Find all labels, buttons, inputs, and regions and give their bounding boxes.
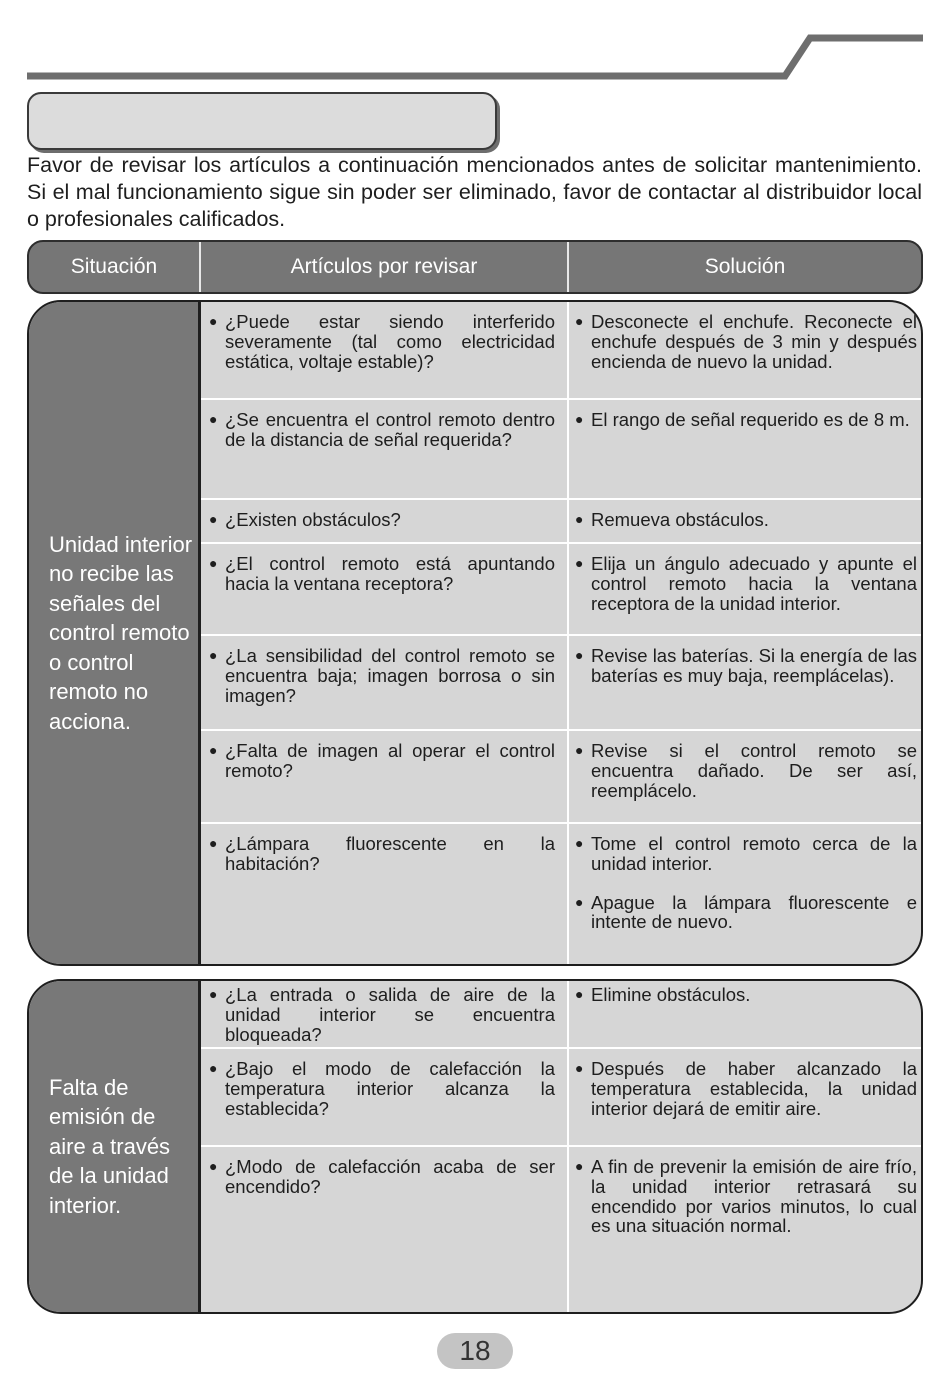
bullet-icon: ● — [209, 411, 218, 427]
check-text: ¿La entrada o salida de aire de la unidad interior se encuentra bloqueada? — [225, 984, 555, 1045]
header-articulos: Artículos por revisar — [201, 242, 569, 292]
solution-text: Remueva obstáculos. — [591, 509, 769, 530]
check-cell — [201, 1147, 569, 1312]
bullet-icon: ● — [575, 1060, 584, 1076]
section-title-box — [27, 92, 497, 150]
intro-paragraph: Favor de revisar los artículos a continuación mencionados antes de solicitar mantenimiento. Si el mal funcionamiento sigue sin poder ser eliminado, favor de contactar al distribuidor local o profesionales calificados. — [27, 153, 922, 231]
solution-cell — [569, 500, 921, 542]
check-cell — [201, 302, 569, 398]
group-rows — [201, 302, 921, 964]
check-text: ¿El control remoto está apuntando hacia la ventana receptora? — [225, 553, 555, 594]
solution-text: Apague la lámpara fluorescente e intente de nuevo. — [591, 891, 917, 933]
solution-text: Elimine obstáculos. — [591, 984, 751, 1005]
solution-text: Después de haber alcanzado la temperatura establecida, la unidad interior dejará de emitir aire. — [591, 1058, 917, 1119]
check-text: ¿Lámpara fluorescente en la habitación? — [225, 833, 555, 874]
solution-text: Desconecte el enchufe. Reconecte el enchufe después de 3 min y después encienda de nuevo la unidad. — [591, 311, 917, 372]
bullet-icon: ● — [575, 511, 584, 527]
group-rows — [201, 981, 921, 1312]
check-text: ¿Bajo el modo de calefacción la temperatura interior alcanza la establecida? — [225, 1058, 555, 1119]
solution-text: Revise si el control remoto se encuentra dañado. De ser así, reemplácelo. — [591, 740, 917, 801]
bullet-icon: ● — [575, 986, 584, 1002]
troubleshoot-group-remote-signal — [27, 300, 923, 966]
check-cell — [201, 500, 569, 542]
solution-text: Revise las baterías. Si la energía de las baterías es muy baja, reemplácelas). — [591, 645, 917, 686]
solution-cell — [569, 824, 921, 964]
bullet-icon: ● — [209, 313, 218, 329]
situation-text: Unidad interior no recibe las señales del control remoto o control remoto no acciona. — [49, 531, 193, 734]
bullet-icon: ● — [209, 1060, 218, 1076]
solution-cell — [569, 731, 921, 822]
check-text: ¿Falta de imagen al operar el control remoto? — [225, 740, 555, 781]
situation-cell — [29, 302, 201, 964]
solution-cell — [569, 636, 921, 729]
bullet-icon: ● — [575, 1158, 584, 1174]
solution-cell — [569, 302, 921, 398]
bullet-icon: ● — [575, 313, 584, 329]
check-text: ¿Se encuentra el control remoto dentro de la distancia de señal requerida? — [225, 409, 555, 450]
check-cell — [201, 731, 569, 822]
check-cell — [201, 400, 569, 498]
header-decorative-line — [0, 0, 950, 90]
check-cell — [201, 824, 569, 964]
bullet-icon: ● — [575, 742, 584, 758]
table-row — [201, 731, 921, 824]
solution-cell — [569, 400, 921, 498]
table-row — [201, 544, 921, 636]
bullet-icon: ● — [575, 555, 584, 571]
table-row — [201, 636, 921, 731]
bullet-icon: ● — [575, 893, 584, 910]
bullet-icon: ● — [209, 835, 218, 851]
solution-text: Tome el control remoto cerca de la unidad interior. — [591, 833, 917, 874]
bullet-icon: ● — [209, 986, 218, 1002]
check-text: ¿Puede estar siendo interferido severamente (tal como electricidad estática, voltaje estable)? — [225, 311, 555, 372]
bullet-icon: ● — [209, 1158, 218, 1174]
check-text: ¿Existen obstáculos? — [225, 509, 401, 530]
check-cell — [201, 636, 569, 729]
bullet-icon: ● — [575, 411, 584, 427]
solution-cell — [569, 1147, 921, 1312]
situation-text: Falta de emisión de aire a través de la unidad interior. — [49, 1074, 171, 1218]
solution-text: El rango de señal requerido es de 8 m. — [591, 409, 910, 430]
table-row — [201, 1147, 921, 1312]
solution-text: Elija un ángulo adecuado y apunte el control remoto hacia la ventana receptora de la unidad interior. — [591, 553, 917, 614]
table-header — [27, 240, 923, 294]
check-text: ¿La sensibilidad del control remoto se encuentra baja; imagen borrosa o sin imagen? — [225, 645, 555, 706]
bullet-icon: ● — [209, 647, 218, 663]
solution-cell — [569, 1049, 921, 1145]
table-row — [201, 302, 921, 400]
header-situacion: Situación — [29, 242, 201, 292]
check-cell — [201, 1049, 569, 1145]
header-solucion: Solución — [704, 255, 786, 278]
table-row — [201, 824, 921, 964]
table-row — [201, 981, 921, 1049]
check-text: ¿Modo de calefacción acaba de ser encendido? — [225, 1156, 555, 1197]
table-row — [201, 400, 921, 500]
table-row — [201, 1049, 921, 1147]
table-row — [201, 500, 921, 544]
check-cell — [201, 544, 569, 634]
bullet-icon: ● — [209, 742, 218, 758]
bullet-icon: ● — [575, 647, 584, 663]
solution-text: A fin de prevenir la emisión de aire frío, la unidad interior retrasará su encendido por varios minutos, lo cual es una situación normal. — [591, 1156, 917, 1237]
solution-cell — [569, 981, 921, 1047]
situation-cell — [29, 981, 201, 1312]
troubleshoot-group-no-air — [27, 979, 923, 1314]
bullet-icon: ● — [209, 555, 218, 571]
check-cell — [201, 981, 569, 1047]
page-number: 18 — [437, 1333, 513, 1369]
solution-cell — [569, 544, 921, 634]
bullet-icon: ● — [209, 511, 218, 527]
bullet-icon: ● — [575, 835, 584, 851]
